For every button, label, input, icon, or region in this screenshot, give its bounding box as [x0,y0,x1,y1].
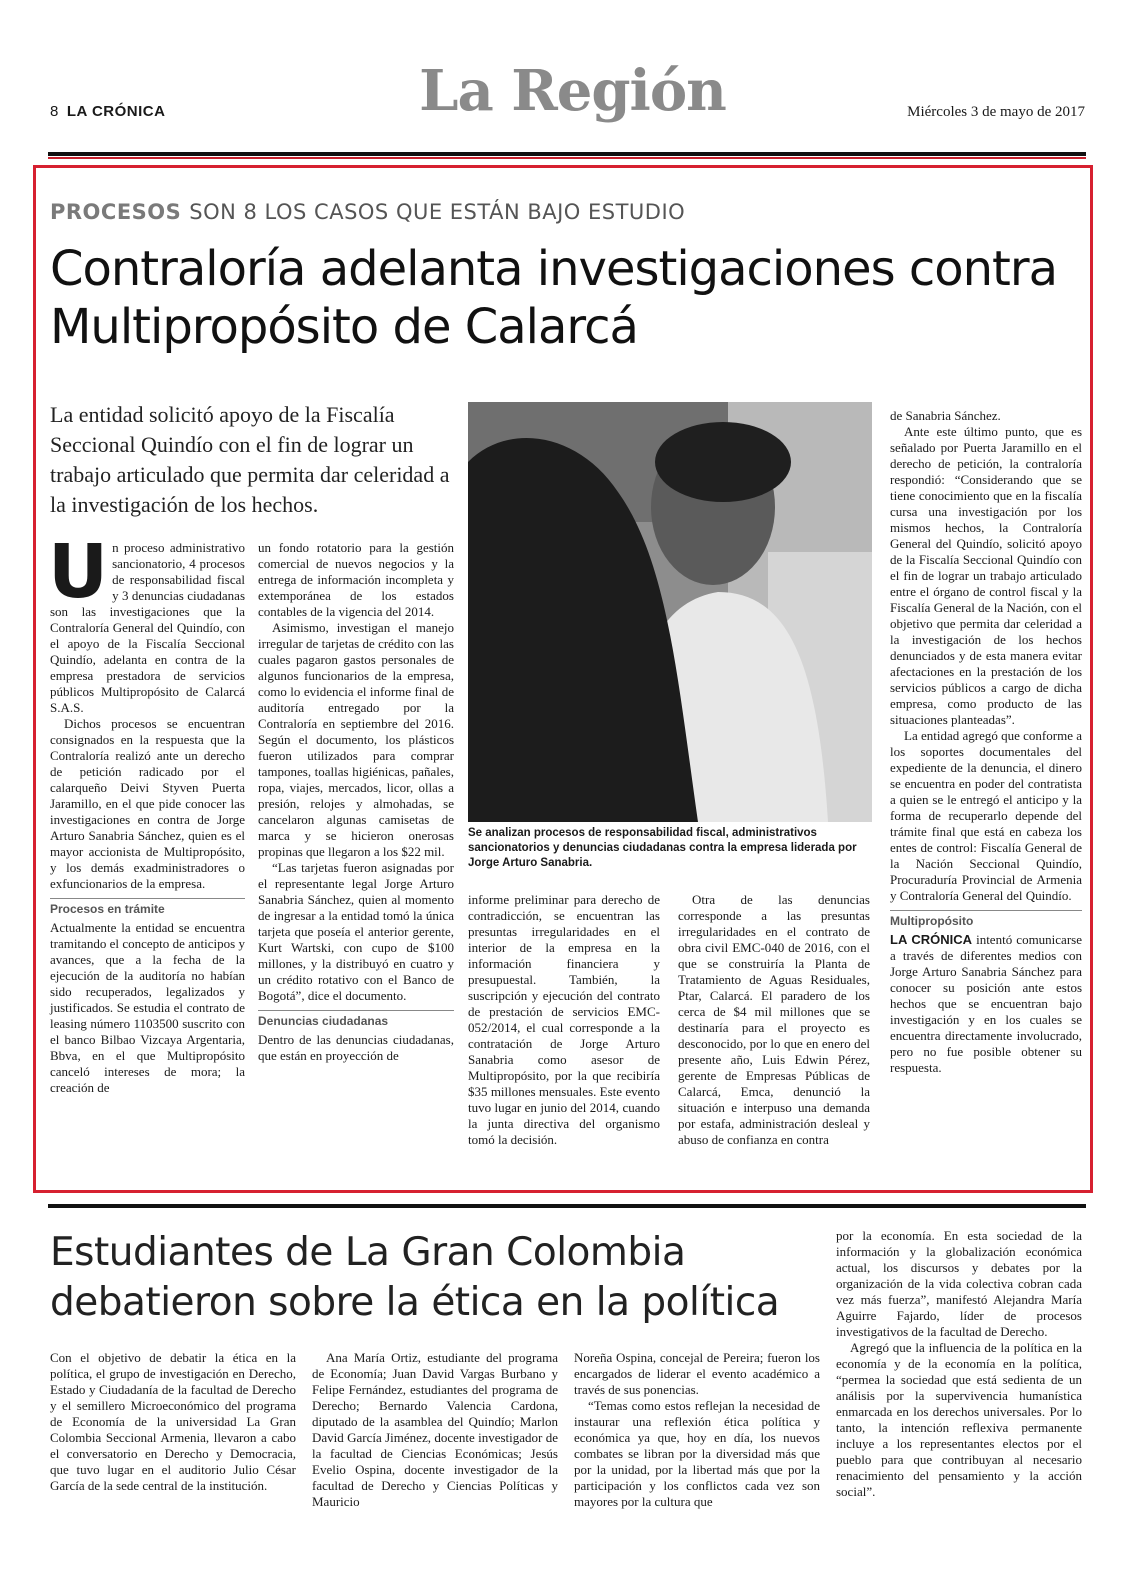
subheading: Multipropósito [890,910,1082,929]
article2-column-3 [574,1350,820,1510]
article-column-3 [468,892,660,1148]
paragraph: Dichos procesos se encuentran consignados en la respuesta que la Contraloría realizó ante un derecho de petición radicado por el calarqueño Deivi Styven Puerta Jaramillo, en el que pide conocer las investigaciones en contra de Jorge Arturo Sanabria Sánchez, quien es el mayor accionista de Multipropósito, y los demás exadministradores o exfuncionarios de la empresa. [50,716,245,891]
article-headline: Contraloría adelanta investigaciones contra Multipropósito de Calarcá [50,241,1057,355]
paragraph: “Temas como estos reflejan la necesidad de instaurar una reflexión ética política y económica ya que, hoy en día, los nuevos combates se libran por la diversidad más que por la unidad, por la libertad más que por la participación y los conflictos cada vez son mayores por la cultura que [574,1398,820,1509]
page-number: 8 [50,103,59,120]
paragraph: informe preliminar para derecho de contradicción, se encuentran las presuntas irregularidades en el interior de la empresa en la información financiera y presupuestal. También, la suscripción y ejecución del contrato de prestación de servicios EMC-052/2014, el cual corresponde a la contratación de Jorge Arturo Sanabria como asesor de Multipropósito, por la que recibiría $35 millones mensuales. Este evento tuvo lugar en junio del 2014, cuando la junta directiva del organismo tomó la decisión. [468,892,660,1147]
header-rule-red [48,157,1086,159]
paragraph: Agregó que la influencia de la política en la economía y de la economía en la política, “permea la sociedad que está sedienta de un análisis por la supervivencia humanística enmarcada en los derechos universales. Por lo tanto, la intención reflexiva permanente incluye a los representantes electos por el pueblo para que contribuyan al necesario renacimiento del pensamiento y la acción social”. [836,1340,1082,1499]
article2-column-1 [50,1350,296,1494]
article-column-2 [258,540,454,1064]
paragraph: Ana María Ortiz, estudiante del programa de Economía; Juan David Vargas Burbano y Felipe Fernández, estudiantes del programa de Derecho; Bernardo Valencia Cardona, diputado de la asamblea del Quindío; Marlon David García Jiménez, docente investigador de la facultad de Ciencias Económicas; Jesús Evelio Ospina, docente investigador de la facultad de Derecho y Ciencias Políticas y Mauricio [312,1350,558,1509]
paragraph: La entidad agregó que conforme a los soportes documentales del expediente de la denuncia, el dinero se encuentra en poder del contratista a quien se le entregó el anticipo y la forma de recuperarlo depende del trámite final que está en cabeza los entes de control: Fiscalía General de la Nación Seccional Quindío, Procuraduría Provincial de Armenia y Contraloría General del Quindío. [890,728,1082,903]
photo-caption: Se analizan procesos de responsabilidad fiscal, administrativos sancionatorios y denuncias ciudadanas contra la empresa liderada por Jorge Arturo Sanabria. [468,827,857,869]
paragraph: n proceso administrativo sancionatorio, 4 procesos de responsabilidad fiscal y 3 denuncias ciudadanas son las investigaciones que la Contraloría General del Quindío, con el apoyo de la Fiscalía Seccional Quindío, adelanta en contra de la empresa prestadora de servicios públicos Multipropósito de Calarcá S.A.S. [50,540,245,715]
kicker-text: SON 8 LOS CASOS QUE ESTÁN BAJO ESTUDIO [189,200,686,224]
article-kicker [50,200,685,224]
subheading: Procesos en trámite [50,898,245,917]
article2-headline: Estudiantes de La Gran Colombia debatieron sobre la ética en la política [50,1230,780,1325]
kicker-label: PROCESOS [50,200,182,224]
paragraph: Otra de las denuncias corresponde a las presuntas irregularidades en el contrato de obra civil EMC-040 de 2016, con el que se construiría la Planta de Tratamiento de Aguas Residuales, Ptar, Calarcá. El paradero de los cerca de $4 mil millones que se destinaría para el proyecto es desconocido, por lo que en enero del presente año, Luis Edwin Pérez, gerente de Empresas Públicas de Calarcá, Emca, denunció la situación e interpuso una demanda por estafa, administración desleal y abuso de confianza en contra [678,892,870,1147]
paragraph: Asimismo, investigan el manejo irregular de tarjetas de crédito con las cuales pagaron gastos personales de algunos funcionarios de la empresa, como lo evidencia el informe final de auditoría entregado por la Contraloría en septiembre del 2016. Según el documento, los plásticos fueron utilizados para comprar tampones, toallas higiénicas, pañales, ropa, viajes, mercados, licor, ollas a presión, relojes y almohadas, se cancelaron algunas camisetas de marca y se hicieron onerosas propinas que llegaron a los $22 mil. [258,620,454,859]
article-column-4 [678,892,870,1148]
paragraph: por la economía. En esta sociedad de la información y la globalización económica actual, los discursos y debates por la organización de la vida colectiva cobran cada vez más fuerza”, manifestó Alejandra María Aguirre Fajardo, líder de procesos investigativos de la facultad de Derecho. [836,1228,1082,1339]
page-header-left [50,103,165,120]
article-column-5 [890,408,1082,1076]
article-column-1 [48,529,245,1096]
section-rule [48,1204,1086,1208]
paragraph: Noreña Ospina, concejal de Pereira; fueron los encargados de liderar el evento académico a través de sus ponencias. [574,1350,820,1397]
header-rule [48,152,1086,156]
article-photo [468,402,872,822]
subheading: Denuncias ciudadanas [258,1010,454,1029]
paragraph: Ante este último punto, que es señalado por Puerta Jaramillo en el derecho de petición, la contraloría respondió: “Considerando que se tiene conocimiento que en la fiscalía cursa una investigación por los mismos hechos, la Contraloría General del Quindío, solicitó apoyo de la Fiscalía Seccional Quindío con el fin de lograr un trabajo articulado entre el órgano de control fiscal y la Fiscalía General de la Nación, con el objetivo que permita dar celeridad a la investigación de los hechos denunciados y de esta manera evitar afectaciones en la prestación de los servicios públicos a cargo de dicha empresa, como producto de las situaciones planteadas”. [890,424,1082,727]
paragraph: de Sanabria Sánchez. [890,408,1001,423]
paragraph: “Las tarjetas fueron asignadas por el representante legal Jorge Arturo Sanabria Sánchez, quien al momento de ingresar a la entidad tomó la única tarjeta que poseía el anterior gerente, Kurt Wartski, con cupo de $100 millones, y la distribuyó en cuatro y un crédito rotativo con el Banco de Bogotá”, dice el documento. [258,860,454,1003]
brand-mention: LA CRÓNICA [890,932,972,947]
article-lead: La entidad solicitó apoyo de la Fiscalía Seccional Quindío con el fin de lograr un trabajo articulado que permita dar celeridad a la investigación de los hechos. [50,402,450,517]
paragraph: Con el objetivo de debatir la ética en la política, el grupo de investigación en Derecho, Estado y Ciudadanía de la facultad de Derecho y el semillero Microeconómico del programa de Economía de la universidad La Gran Colombia Seccional Armenia, llevaron a cabo el conversatorio en Derecho y Democracia, que tuvo lugar en el auditorio Julio César García de la sede central de la institución. [50,1350,296,1493]
paragraph: Dentro de las denuncias ciudadanas, que están en proyección de [258,1032,454,1063]
drop-cap: U [48,529,109,615]
article2-column-2 [312,1350,558,1510]
newspaper-name: LA CRÓNICA [66,103,166,120]
paragraph: Actualmente la entidad se encuentra tramitando el concepto de anticipos y avances, que a la fecha de la ejecución de la auditoría no habían sido recuperados, legalizados y justificados. Se estudia el contrato de leasing número 1103500 suscrito con el banco Bilbao Vizcaya Argentaria, Bbva, en el que Multipropósito canceló intereses de mora; la creación de [50,920,245,1095]
article2-column-4 [836,1228,1082,1500]
section-title: La Región [419,58,726,124]
paragraph: intentó comunicarse a través de diferentes medios con Jorge Arturo Sanabria Sánchez para conocer su posición ante estos hechos que se encuentran bajo investigación y en los cuales se encuentra directamente involucrado, pero no fue posible obtener su respuesta. [890,932,1082,1075]
issue-date: Miércoles 3 de mayo de 2017 [907,104,1085,120]
paragraph: un fondo rotatorio para la gestión comercial de nuevos negocios y la entrega de información incompleta y extemporánea de los estados contables de la vigencia del 2014. [258,540,454,619]
